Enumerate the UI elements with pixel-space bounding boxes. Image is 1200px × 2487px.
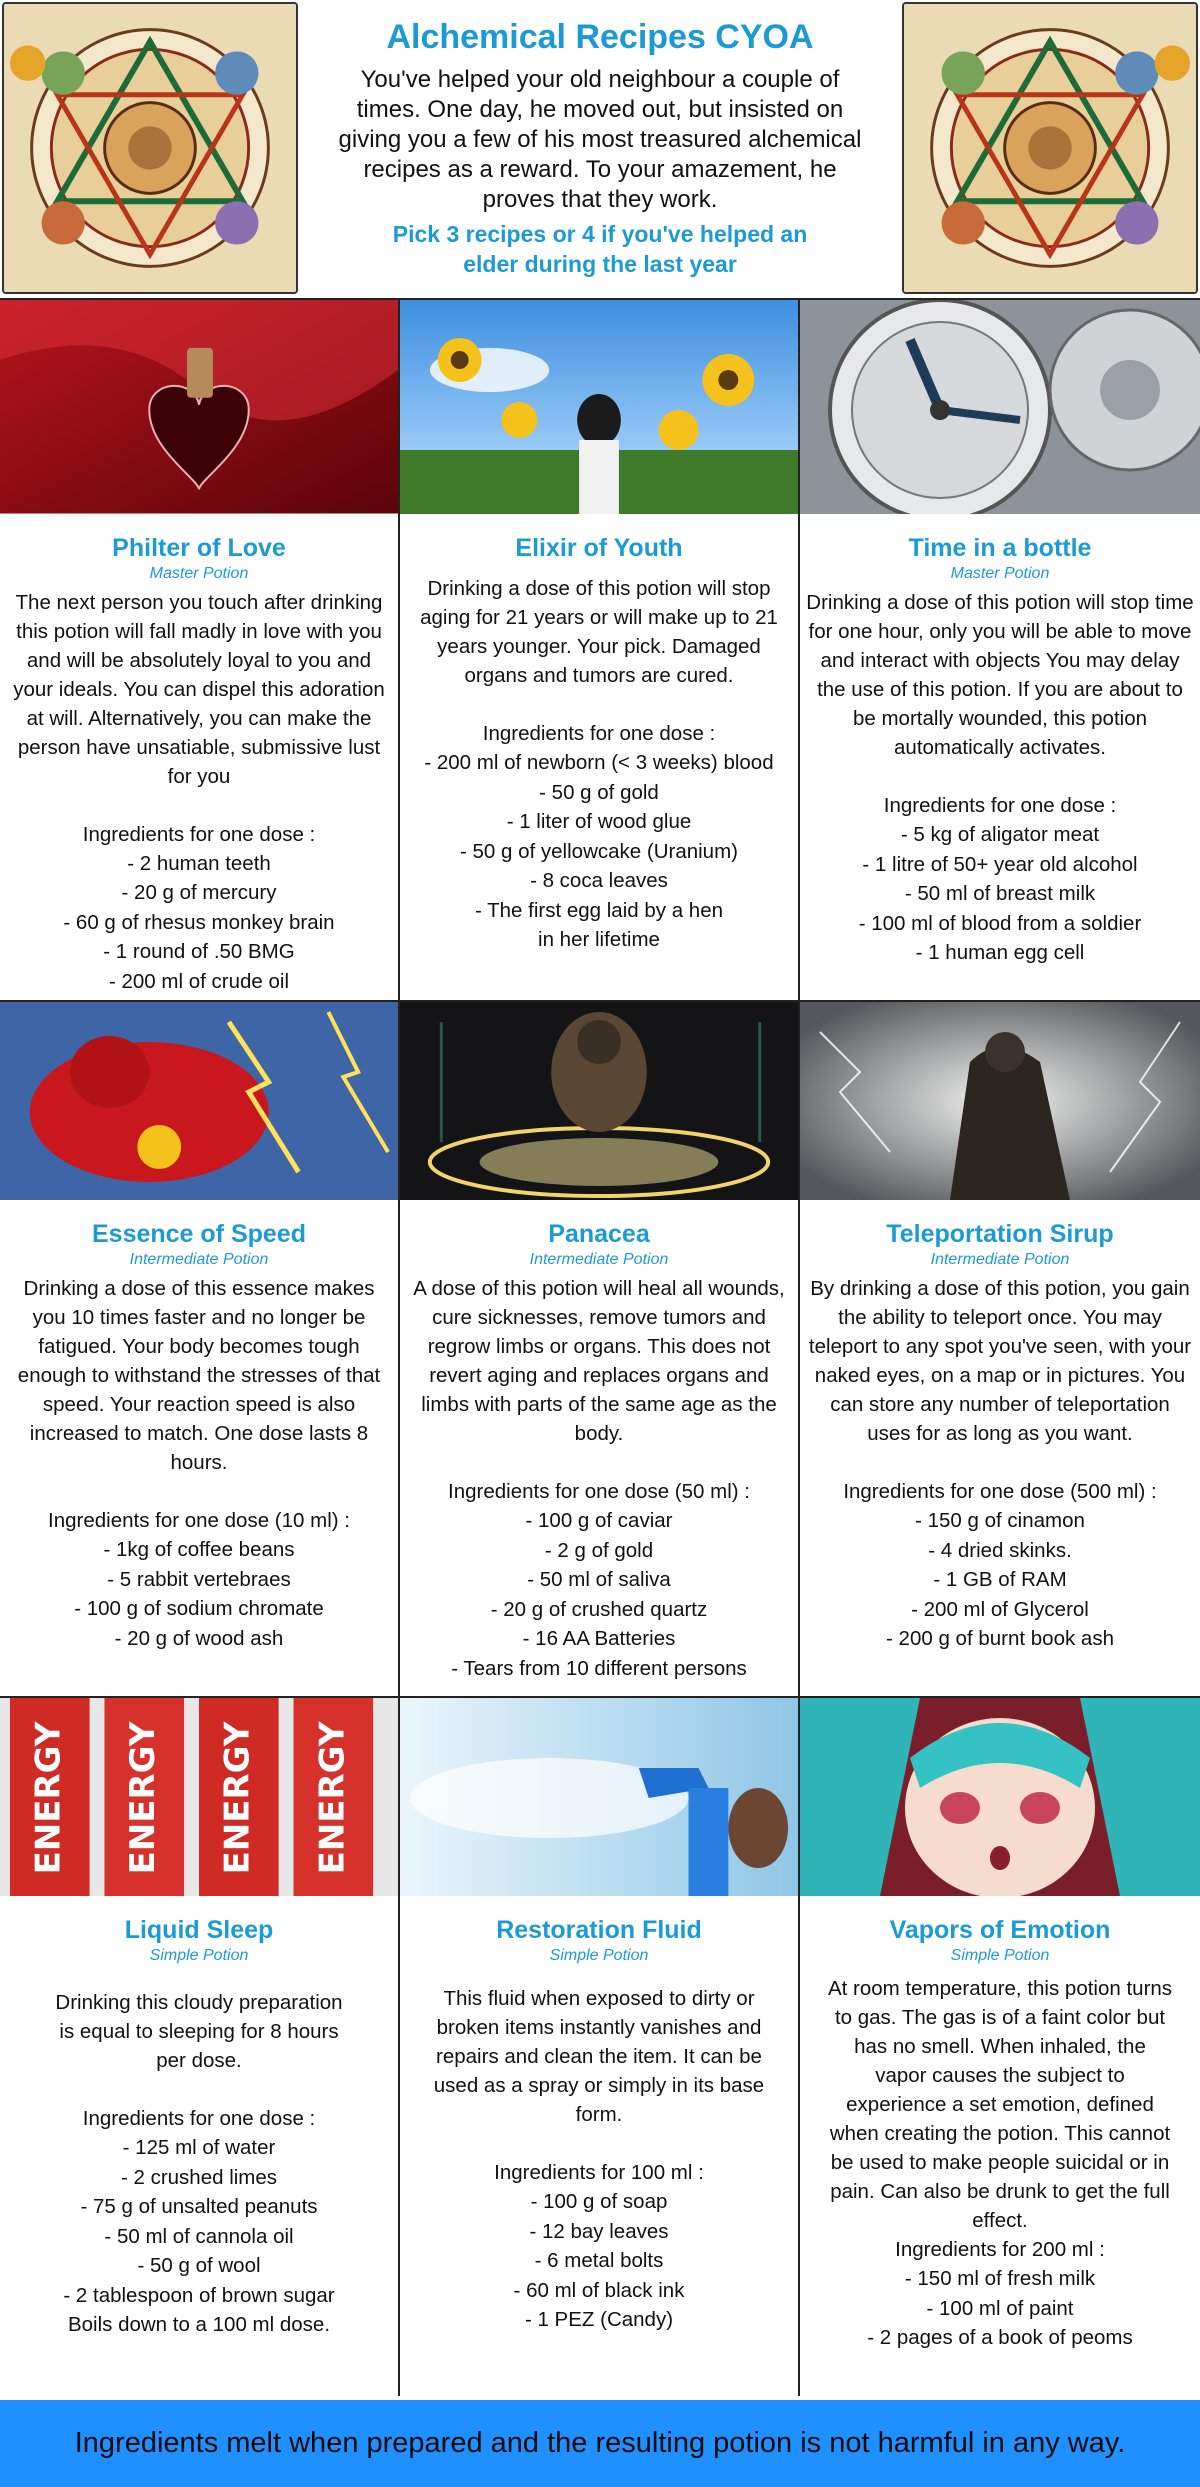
alchemy-wheel-icon (4, 4, 296, 292)
potion-image-spray-bottle (400, 1698, 798, 1896)
footer-text: Ingredients melt when prepared and the resulting potion is not harmful in any way. (74, 2427, 1126, 2459)
potion-image-red-flask (0, 300, 398, 514)
potion-tier: Simple Potion (549, 1947, 649, 1964)
potion-tier: Master Potion (950, 565, 1050, 582)
ingredient-item: - 1 PEZ (Candy) (524, 2308, 674, 2331)
potion-name: Restoration Fluid (496, 1916, 702, 1944)
ingredient-item: - 2 human teeth (127, 851, 271, 875)
potion-description: This fluid when exposed to dirty or broken items instantly vanishes and repairs and clean the item. It can be used as a spray or simply in its base form. (433, 1987, 765, 2126)
page-title: Alchemical Recipes CYOA (386, 18, 814, 56)
ingredient-item: - 150 ml of fresh milk (904, 2267, 1096, 2290)
ingredient-item: - Tears from 10 different persons (451, 1656, 747, 1680)
potion-name: Elixir of Youth (515, 534, 683, 562)
potion-body (400, 1896, 798, 2396)
ingredient-item: - 20 g of mercury (121, 881, 277, 904)
footer-banner (0, 2400, 1200, 2487)
potion-name: Liquid Sleep (124, 1916, 274, 1944)
ingredient-item: - 5 kg of aligator meat (900, 823, 1100, 846)
ingredient-item: - 1 human egg cell (915, 941, 1085, 964)
energy-text: ENERGY (123, 1721, 163, 1875)
ingredients-title: Ingredients for one dose (10 ml) : (48, 1509, 350, 1532)
potion-image-energy-cans (0, 1698, 398, 1896)
lightning-hero-icon (0, 1002, 398, 1200)
ingredient-item: - 12 bay leaves (529, 2219, 669, 2243)
potion-body (0, 514, 398, 1001)
ingredients-list (406, 2187, 792, 2335)
energy-text: ENERGY (28, 1721, 68, 1875)
potion-tier: Simple Potion (149, 1947, 249, 1964)
ingredients-title: Ingredients for one dose : (482, 722, 716, 745)
energy-text: ENERGY (217, 1721, 257, 1875)
potion-name: Philter of Love (112, 533, 286, 562)
ingredients-title: Ingredients for one dose : (82, 822, 316, 846)
cloaked-figure-icon (800, 1002, 1200, 1200)
potion-card-restoration-fluid[interactable] (400, 1698, 800, 2396)
ingredients-list (806, 820, 1194, 968)
potion-tier: Intermediate Potion (529, 1251, 669, 1268)
ingredients-list (406, 748, 792, 955)
ingredient-item: - 4 dried skinks. (928, 1538, 1072, 1562)
ingredient-item: - 1kg of coffee beans (103, 1538, 295, 1561)
magic-circle-icon (400, 1002, 798, 1200)
potion-row-intermediate (0, 1000, 1200, 1696)
ingredient-item: - 6 metal bolts (534, 2249, 664, 2272)
potion-image-speedster (0, 1002, 398, 1200)
potion-image-anime-girl (800, 1698, 1200, 1896)
intro-text: You've helped your old neighbour a couple of times. One day, he moved out, but insisted on giving you a few of his most treasured alchemical recipes as a reward. To your amazement, he proves that they work. (338, 66, 862, 213)
ingredient-item: - 1 litre of 50+ year old alcohol (862, 852, 1138, 876)
ingredient-item: - The first egg laid by a hen in her lifetime (474, 898, 724, 951)
ingredients-title: Ingredients for one dose : (82, 2107, 316, 2130)
potion-tier: Simple Potion (950, 1947, 1050, 1964)
potion-tier: Master Potion (149, 564, 249, 582)
pick-instruction: Pick 3 recipes or 4 if you've helped an elder during the last year (392, 221, 808, 277)
potion-card-liquid-sleep[interactable] (0, 1698, 400, 2396)
potion-card-teleportation-sirup[interactable] (800, 1002, 1200, 1696)
potion-description: Drinking a dose of this essence makes you 10 times faster and no longer be fatigued. Your body becomes tough enough to withstand the stresses of that speed. Your reaction speed is also increased to match. One dose lasts 8 hours. (17, 1277, 381, 1474)
intro-panel (300, 0, 900, 298)
ingredient-item: - 20 g of wood ash (114, 1626, 284, 1650)
ingredient-item: - 1 round of .50 BMG (103, 940, 295, 963)
ingredient-item: - 100 g of soap (530, 2190, 668, 2213)
ingredient-item: - 200 g of burnt book ash (886, 1627, 1114, 1650)
ingredients-list (806, 1506, 1194, 1654)
potion-card-time-in-a-bottle[interactable] (800, 300, 1200, 1000)
potion-row-simple (0, 1696, 1200, 2396)
potion-card-vapors-of-emotion[interactable] (800, 1698, 1200, 2396)
potion-image-cloaked-figure (800, 1002, 1200, 1200)
potion-description: Drinking a dose of this potion will stop aging for 21 years or will make up to 21 years younger. Your pick. Damaged organs and tumors are cured. (420, 577, 778, 687)
potion-name: Time in a bottle (908, 534, 1092, 562)
potion-card-panacea[interactable] (400, 1002, 800, 1696)
potion-image-sunflower-girl (400, 300, 798, 514)
ingredient-item: - 100 g of sodium chromate (74, 1597, 324, 1620)
ingredient-item: - 2 g of gold (544, 1538, 654, 1562)
anime-girl-icon (800, 1698, 1200, 1896)
clock-icon (800, 300, 1200, 514)
ingredients-title: Ingredients for one dose (50 ml) : (448, 1480, 750, 1503)
ingredient-item: - 50 ml of saliva (527, 1568, 671, 1591)
alchemy-wheel-illustration-left (2, 2, 298, 294)
ingredients-list (806, 2264, 1194, 2353)
ingredient-item: - 125 ml of water (122, 2136, 276, 2159)
ingredient-item: - 100 ml of paint (926, 2296, 1074, 2320)
potion-description: At room temperature, this potion turns to gas. The gas is of a faint color but has no smell. When inhaled, the vapor causes the subject to experience a set emotion, defined when creating the potion. This cannot be used to make people suicidal or in pain. Can also be drunk to get the full effect. (827, 1977, 1173, 2232)
alchemy-wheel-icon (904, 4, 1196, 292)
ingredients-list (6, 849, 392, 997)
ingredient-item: - 16 AA Batteries (522, 1627, 676, 1650)
ingredient-item: - 1 liter of wood glue (506, 810, 692, 833)
ingredient-item: - 20 g of crushed quartz (490, 1597, 708, 1621)
potion-row-master (0, 298, 1200, 1000)
potion-name: Teleportation Sirup (886, 1220, 1114, 1248)
ingredient-item: - 2 crushed limes (120, 2165, 278, 2189)
ingredient-item: - 50 g of yellowcake (Uranium) (460, 839, 738, 863)
ingredient-item: Boils down to a 100 ml dose. (67, 2313, 331, 2336)
ingredient-item: - 50 g of gold (539, 780, 659, 804)
ingredient-item: - 50 ml of breast milk (904, 882, 1096, 905)
ingredient-item: - 50 ml of cannola oil (104, 2224, 294, 2248)
potion-tier: Intermediate Potion (129, 1251, 269, 1268)
potion-body (0, 1200, 398, 1696)
ingredient-item: - 75 g of unsalted peanuts (80, 2195, 318, 2218)
potion-body (400, 514, 798, 1000)
ingredients-list (6, 1535, 392, 1653)
ingredients-title: Ingredients for one dose (500 ml) : (843, 1480, 1157, 1503)
ingredient-item: - 2 pages of a book of peoms (867, 2326, 1133, 2349)
potion-body (800, 1896, 1200, 2396)
ingredient-item: - 60 g of rhesus monkey brain (63, 910, 335, 934)
potion-card-elixir-of-youth[interactable] (400, 300, 800, 1000)
ingredients-title: Ingredients for 200 ml : (895, 2238, 1105, 2261)
header (0, 0, 1200, 298)
ingredients-list (6, 2133, 392, 2340)
potion-name: Essence of Speed (92, 1220, 306, 1248)
potion-image-clock-gears (800, 300, 1200, 514)
potion-body (800, 514, 1200, 1000)
potion-body (400, 1200, 798, 1696)
energy-can-icon (0, 1698, 398, 1896)
potion-description: Drinking a dose of this potion will stop time for one hour, only you will be able to move and interact with objects You may delay the use of this potion. If you are about to be mortally wounded, this potion automatically activates. (806, 591, 1194, 759)
ingredient-item: - 200 ml of newborn (< 3 weeks) blood (424, 751, 774, 774)
ingredient-item: - 5 rabbit vertebraes (107, 1567, 291, 1591)
energy-text: ENERGY (312, 1721, 352, 1875)
ingredients-list (406, 1506, 792, 1683)
heart-flask-icon (0, 300, 398, 514)
ingredient-item: - 150 g of cinamon (915, 1509, 1085, 1532)
potion-card-philter-of-love[interactable] (0, 300, 400, 1000)
spray-bottle-icon (400, 1698, 798, 1896)
potion-description: Drinking this cloudy preparation is equal to sleeping for 8 hours per dose. (55, 1991, 343, 2072)
ingredients-title: Ingredients for 100 ml : (494, 2161, 704, 2184)
potion-description: A dose of this potion will heal all wounds, cure sicknesses, remove tumors and regrow limbs or organs. This does not revert aging and replaces organs and limbs with parts of the same age as the body. (413, 1277, 785, 1445)
potion-grid (0, 298, 1200, 2396)
ingredient-item: - 200 ml of Glycerol (911, 1597, 1089, 1621)
potion-body (800, 1200, 1200, 1696)
ingredients-title: Ingredients for one dose : (883, 794, 1117, 817)
potion-tier: Intermediate Potion (930, 1251, 1070, 1268)
ingredient-item: - 1 GB of RAM (933, 1568, 1067, 1591)
potion-image-magic-circle (400, 1002, 798, 1200)
ingredient-item: - 2 tablespoon of brown sugar (63, 2283, 335, 2307)
ingredient-item: - 200 ml of crude oil (108, 969, 290, 993)
potion-description: The next person you touch after drinking this potion will fall madly in love with you and will be absolutely loyal to you and your ideals. You can dispel this adoration at will. Alternatively, you can make the person have unsatiable, submissive lust for you (13, 590, 385, 788)
sunflower-field-icon (400, 300, 798, 514)
ingredient-item: - 100 g of caviar (525, 1509, 673, 1532)
ingredient-item: - 100 ml of blood from a soldier (858, 911, 1142, 935)
potion-card-essence-of-speed[interactable] (0, 1002, 400, 1696)
potion-body (0, 1896, 398, 2396)
alchemy-wheel-illustration-right (902, 2, 1198, 294)
ingredient-item: - 50 g of wool (137, 2254, 261, 2277)
potion-description: By drinking a dose of this potion, you gain the ability to teleport once. You may teleport to any spot you've seen, with your naked eyes, on a map or in pictures. You can store any number of teleportation uses for as long as you want. (808, 1277, 1192, 1445)
ingredient-item: - 8 coca leaves (530, 869, 668, 892)
potion-name: Panacea (548, 1220, 650, 1248)
potion-name: Vapors of Emotion (889, 1916, 1111, 1944)
ingredient-item: - 60 ml of black ink (513, 2278, 685, 2302)
